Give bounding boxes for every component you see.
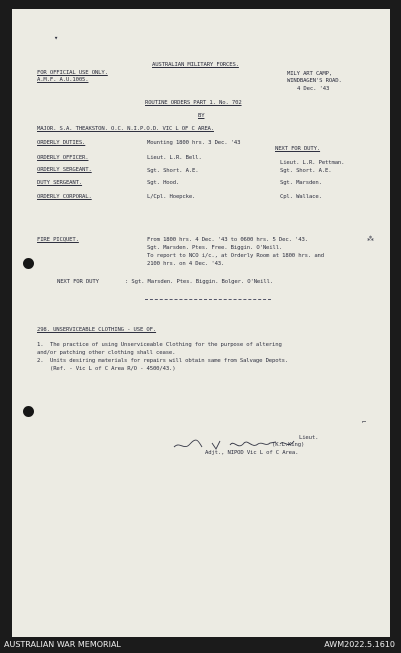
paragraph-text: and/or patching other clothing shall cease. [37, 350, 176, 356]
duty-role: ORDERLY SERGEANT. [37, 167, 92, 173]
camp-road: WINDBAGEN'S ROAD. [287, 78, 342, 84]
duty-current: Mounting 1800 hrs. 3 Dec. '43 [147, 140, 241, 146]
paragraph-text: Units desiring materials for repairs will obtain same from Salvage Depots. [50, 358, 289, 364]
paragraph-number: 1. [37, 342, 44, 348]
ink-mark: ▾ [54, 34, 59, 42]
duty-role: ORDERLY DUTIES. [37, 140, 86, 146]
footer-institution: AUSTRALIAN WAR MEMORIAL [4, 640, 121, 649]
document-date: 4 Dec. '43 [297, 86, 330, 92]
form-code: A.M.F. A.U.1005. [37, 77, 89, 83]
duty-role: DUTY SERGEANT. [37, 180, 83, 186]
orders-authority: MAJOR. S.A. THEAKSTON. O.C. N.I.P.O.D. VIC L OF C AREA. [37, 126, 214, 132]
punch-hole [23, 406, 34, 417]
footer-accession: AWM2022.5.1610 [324, 640, 395, 649]
paragraph-text: The practice of using Unserviceable Clothing for the purpose of altering [50, 342, 282, 348]
duty-role: ORDERLY OFFICER. [37, 155, 89, 161]
document-title: AUSTRALIAN MILITARY FORCES. [152, 62, 239, 68]
fire-picquet-line: From 1800 hrs. 4 Dec. '43 to 0600 hrs. 5 Dec. '43. [147, 237, 308, 243]
fire-picquet-next-value: : Sgt. Marsden. Ptes. Biggin. Bolger. O'Neill. [125, 279, 274, 285]
fire-picquet-line: Sgt. Marsden. Ptes. Free. Biggin. O'Neill. [147, 245, 283, 251]
signatory-rank: Lieut. [299, 435, 319, 441]
duty-next: Sgt. Marsden. [280, 180, 322, 186]
paragraph-number: 2. [37, 358, 44, 364]
orders-by: BY [198, 113, 205, 119]
fire-picquet-next-label: NEXT FOR DUTY [57, 279, 99, 285]
duty-current: Lieut. L.R. Bell. [147, 155, 202, 161]
camp-name: MILY ART CAMP, [287, 71, 333, 77]
paragraph-reference: (Ref. - Vic L of C Area R/O - 4500/43.) [50, 366, 176, 372]
fire-picquet-line: 2100 hrs. on 4 Dec. '43. [147, 261, 225, 267]
ink-mark: ⌐ [362, 418, 367, 426]
duty-next: Sgt. Short. A.E. [280, 168, 332, 174]
duty-current: Sgt. Hood. [147, 180, 180, 186]
duty-next: Cpl. Wallace. [280, 194, 322, 200]
section-heading: 298. UNSERVICEABLE CLOTHING - USE OF. [37, 327, 157, 333]
document-page [12, 9, 390, 637]
signatory-position: Adjt., NIPOD Vic L of C Area. [205, 450, 299, 456]
fire-picquet-label: FIRE PICQUET. [37, 237, 79, 243]
duty-role: ORDERLY CORPORAL. [37, 194, 92, 200]
section-divider [145, 299, 271, 300]
duty-next-heading: NEXT FOR DUTY. [275, 146, 321, 152]
fire-picquet-line: To report to NCO i/c., at Orderly Room at 1800 hrs. and [147, 253, 324, 259]
orders-title: ROUTINE ORDERS PART 1. No. 702 [145, 100, 242, 106]
ink-mark: ⁂ [367, 235, 374, 243]
official-use-label: FOR OFFICIAL USE ONLY. [37, 70, 108, 76]
punch-hole [23, 258, 34, 269]
duty-current: Sgt. Short. A.E. [147, 168, 199, 174]
duty-current: L/Cpl. Hoepcke. [147, 194, 196, 200]
signatory-name: (K.L.King) [272, 442, 305, 448]
duty-next: Lieut. L.R. Pettman. [280, 160, 345, 166]
